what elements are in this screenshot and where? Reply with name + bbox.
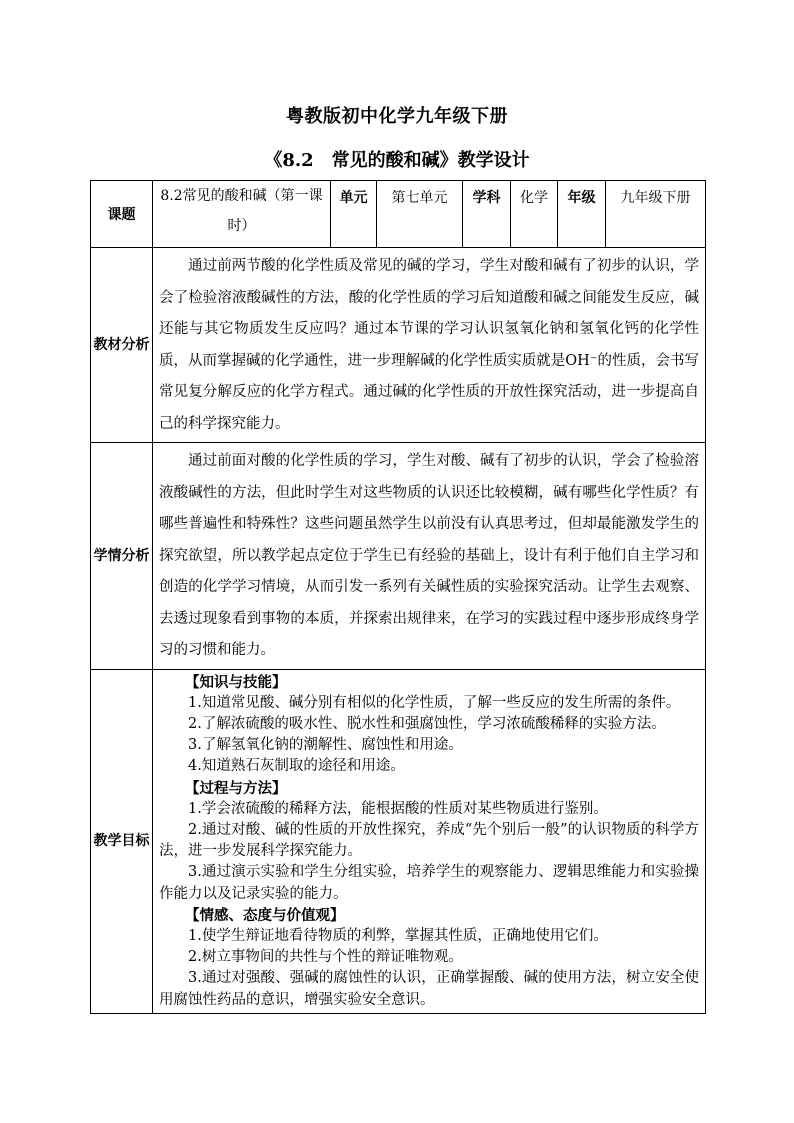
teaching-goals-label: 教学目标 — [91, 669, 153, 1013]
subject-value: 化学 — [511, 181, 558, 248]
document-title: 粤教版初中化学九年级下册 — [286, 106, 508, 127]
topic-label: 课题 — [91, 181, 153, 248]
topic-value: 8.2常见的酸和碱（第一课时） — [153, 181, 331, 248]
header-row — [91, 181, 706, 248]
unit-label: 单元 — [331, 181, 377, 248]
learner-analysis-label: 学情分析 — [91, 443, 153, 670]
grade-value: 九年级下册 — [606, 181, 706, 248]
knowledge-item: 1.知道常见酸、碱分别有相似的化学性质，了解一些反应的发生所需的条件。 — [188, 694, 681, 711]
process-item: 2.通过对酸、碱的性质的开放性探究，养成“先个别后一般”的认识物质的科学方法，进一步发展科学探究能力。 — [159, 821, 699, 860]
knowledge-item: 4.知道熟石灰制取的途径和用途。 — [188, 758, 405, 775]
process-item: 1.学会浓硫酸的稀释方法，能根据酸的性质对某些物质进行鉴别。 — [188, 800, 608, 817]
emotion-item: 3.通过对强酸、强碱的腐蚀性的认识，正确掌握酸、碱的使用方法，树立安全使用腐蚀性药品的意识，增强实验安全意识。 — [159, 970, 699, 1008]
process-item: 3.通过演示实验和学生分组实验，培养学生的观察能力、逻辑思维能力和实验操作能力以及记录实验的能力。 — [159, 864, 699, 902]
teaching-goals-row — [91, 669, 706, 1013]
emotion-heading: 【情感、态度与价值观】 — [185, 906, 345, 924]
subject-label: 学科 — [463, 181, 511, 248]
knowledge-heading: 【知识与技能】 — [185, 673, 287, 691]
emotion-item: 2.树立事物间的共性与个性的辩证唯物观。 — [188, 949, 463, 966]
material-analysis-row — [91, 248, 706, 443]
knowledge-item: 2.了解浓硫酸的吸水性、脱水性和强腐蚀性，学习浓硫酸稀释的实验方法。 — [188, 715, 666, 732]
process-heading: 【过程与方法】 — [185, 779, 287, 797]
lesson-plan-table — [90, 180, 706, 1014]
material-analysis-label: 教材分析 — [91, 248, 153, 443]
emotion-item: 1.使学生辩证地看待物质的利弊，掌握其性质，正确地使用它们。 — [188, 927, 608, 944]
learner-analysis-text: 通过前面对酸的化学性质的学习，学生对酸、碱有了初步的认识，学会了检验溶液酸碱性的方法，但此时学生对这些物质的认识还比较模糊，碱有哪些化学性质？有哪些普遍性和特殊性？这些问题虽然学生以前没有认真思考过，但却最能激发学生的探究欲望，所以教学起点定位于学生已有经验的基础上，设计有利于他们自主学习和创造的化学学习情境，从而引发一系列有关碱性质的实验探究活动。让学生去观察、去透过现象看到事物的本质，并探索出规律来，在学习的实践过程中逐步形成终身学习的习惯和能力。 — [153, 443, 706, 670]
teaching-goals-content — [153, 669, 706, 1013]
unit-value: 第七单元 — [377, 181, 463, 248]
document-subtitle: 《8.2 常见的酸和碱》教学设计 — [264, 150, 530, 171]
knowledge-item: 3.了解氢氧化钠的潮解性、腐蚀性和用途。 — [188, 737, 463, 754]
grade-label: 年级 — [558, 181, 606, 248]
learner-analysis-row — [91, 443, 706, 670]
material-analysis-text: 通过前两节酸的化学性质及常见的碱的学习，学生对酸和碱有了初步的认识，学会了检验溶液酸碱性的方法，酸的化学性质的学习后知道酸和碱之间能发生反应，碱还能与其它物质发生反应吗？通过本节课的学习认识氢氧化钠和氢氧化钙的化学性质，从而掌握碱的化学通性，进一步理解碱的化学性质实质就是OH⁻的性质，会书写常见复分解反应的化学方程式。通过碱的化学性质的开放性探究活动，进一步提高自己的科学探究能力。 — [153, 248, 706, 443]
